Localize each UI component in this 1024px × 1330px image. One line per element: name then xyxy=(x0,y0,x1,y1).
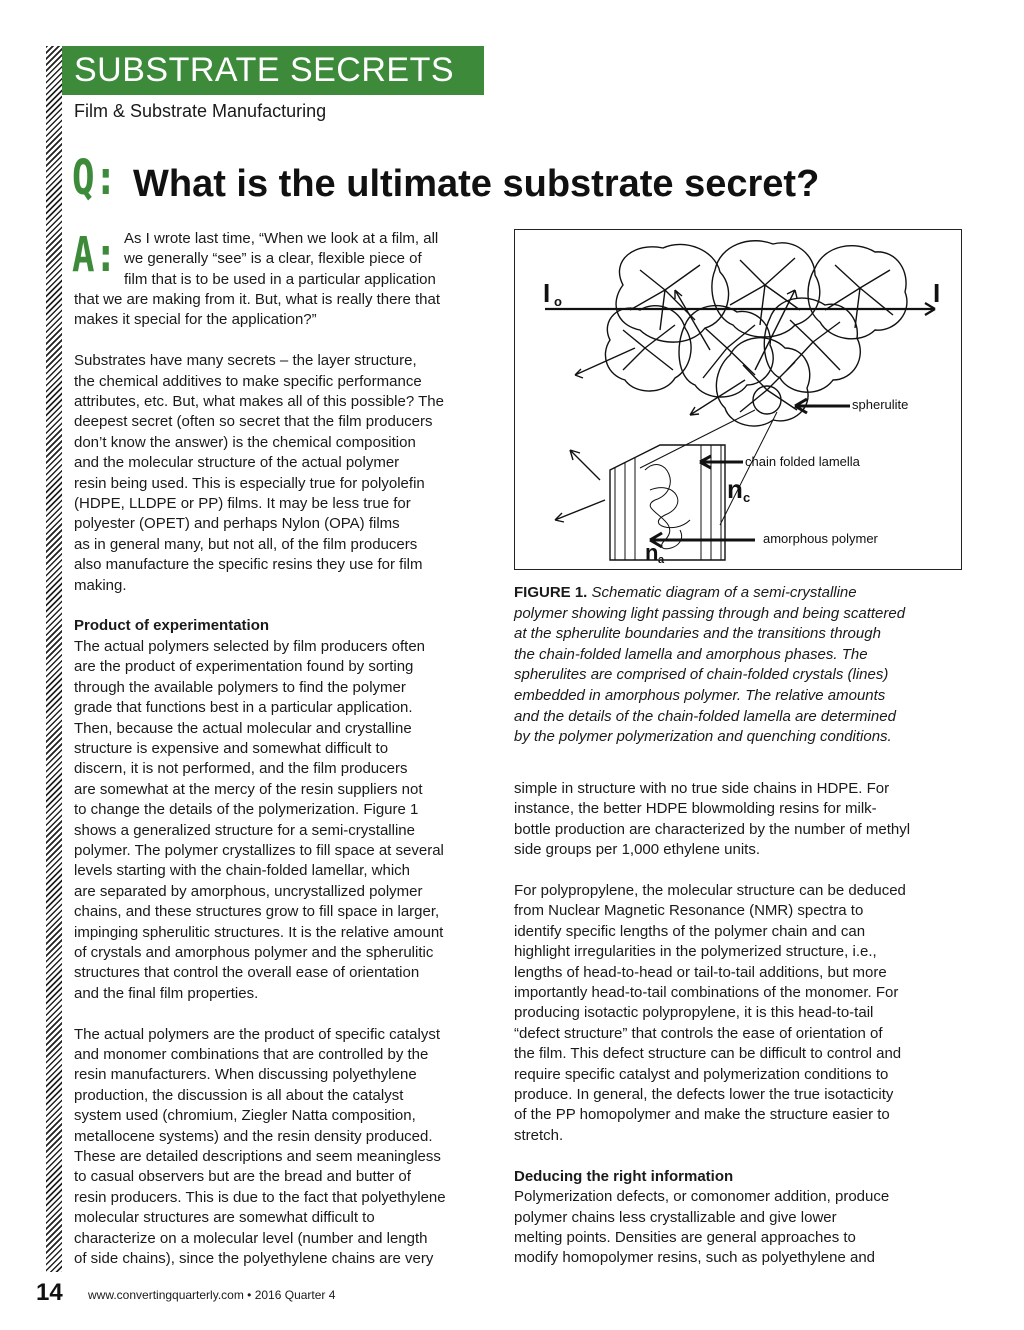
body-line: The actual polymers are the product of specific catalyst xyxy=(74,1025,441,1043)
caption-line: spherulites are comprised of chain-folded crystals (lines) xyxy=(514,666,889,684)
caption-line: polymer showing light passing through and being scattered xyxy=(514,604,906,622)
body-line: bottle production are characterized by the number of methyl xyxy=(514,820,911,838)
answer-intro xyxy=(124,229,494,290)
paragraph-gap xyxy=(514,861,974,881)
body-line: are separated by amorphous, uncrystallized polymer xyxy=(74,882,423,900)
body-line: “defect structure” that controls the ease of orientation of xyxy=(514,1024,883,1042)
body-line: producing isotactic polypropylene, it is this head-to-tail xyxy=(514,1004,874,1022)
body-line: to casual observers but are the bread and butter of xyxy=(74,1168,411,1186)
body-line: discern, it is not performed, and the film producers xyxy=(74,760,408,778)
body-line: as in general many, but not all, of the film producers xyxy=(74,535,418,553)
body-line: require specific catalyst and polymerization conditions to xyxy=(514,1065,889,1083)
body-line: resin being used. This is especially true for polyolefin xyxy=(74,474,425,492)
decorative-hatch-bar xyxy=(46,46,62,1272)
body-line: system used (chromium, Ziegler Natta composition, xyxy=(74,1107,416,1125)
body-line: attributes, etc. But, what makes all of this possible? The xyxy=(74,393,444,411)
body-line: through the available polymers to find the polymer xyxy=(74,678,406,696)
label-incident-intensity: I xyxy=(543,278,551,308)
body-line: polyester (OPET) and perhaps Nylon (OPA) films xyxy=(74,515,400,533)
body-line: highlight irregularities in the polymerized structure, i.e., xyxy=(514,943,877,961)
section-subhead: Film & Substrate Manufacturing xyxy=(74,101,327,121)
body-line: melting points. Densities are general approaches to xyxy=(514,1228,856,1246)
body-line: are somewhat at the mercy of the resin suppliers not xyxy=(74,780,423,798)
caption-line: the chain-folded lamella and amorphous phases. The xyxy=(514,645,868,663)
body-line: grade that functions best in a particular application. xyxy=(74,699,413,717)
body-line: polymer chains less crystallizable and give lower xyxy=(514,1208,837,1226)
page-number: 14 xyxy=(36,1279,63,1306)
body-line: of the PP homopolymer and make the structure easier to xyxy=(514,1106,890,1124)
label-nc: n xyxy=(727,474,743,504)
body-line: simple in structure with no true side chains in HDPE. For xyxy=(514,780,890,797)
figure-1-diagram xyxy=(514,229,962,570)
section-banner: SUBSTRATE SECRETS xyxy=(62,46,484,95)
footer-text: www.convertingquarterly.com • 2016 Quarter 4 xyxy=(88,1288,336,1302)
body-line: Polymerization defects, or comonomer addition, produce xyxy=(514,1188,890,1206)
subheading: Deducing the right information xyxy=(514,1167,734,1185)
question-headline: What is the ultimate substrate secret? xyxy=(133,163,820,205)
body-line: shows a generalized structure for a semi-crystalline xyxy=(74,821,415,839)
body-line: Substrates have many secrets – the layer structure, xyxy=(74,352,417,370)
body-line: to change the details of the polymerization. Figure 1 xyxy=(74,801,419,819)
body-line: the chemical additives to make specific performance xyxy=(74,372,422,390)
intro-line: film that is to be used in a particular application xyxy=(124,270,436,288)
caption-line: and the details of the chain-folded lamella are determined xyxy=(514,707,896,725)
question-marker: Q: xyxy=(72,150,118,206)
body-line: molecular structures are somewhat difficult to xyxy=(74,1209,375,1227)
label-amorphous-polymer: amorphous polymer xyxy=(763,531,878,546)
body-line: resin producers. This is due to the fact that polyethylene xyxy=(74,1188,446,1206)
body-line: side groups per 1,000 ethylene units. xyxy=(514,841,760,859)
body-line: the film. This defect structure can be difficult to control and xyxy=(514,1045,902,1063)
intro-line: we generally “see” is a clear, flexible piece of xyxy=(124,250,422,268)
body-line: levels starting with the chain-folded lamellar, which xyxy=(74,862,410,880)
spherulite-outline xyxy=(605,306,691,391)
answer-marker: A: xyxy=(72,227,118,283)
body-line: importantly head-to-tail combinations of the monomer. For xyxy=(514,984,899,1002)
body-line: that we are making from it. But, what is really there that xyxy=(74,291,440,308)
body-line: from Nuclear Magnetic Resonance (NMR) spectra to xyxy=(514,902,864,920)
body-line: characterize on a molecular level (number and length xyxy=(74,1229,428,1247)
body-line: production, the discussion is all about the catalyst xyxy=(74,1086,404,1104)
subheading: Product of experimentation xyxy=(74,617,270,635)
label-chain-folded-lamella: chain folded lamella xyxy=(745,454,860,469)
figure-1-caption xyxy=(514,583,964,748)
body-line: These are detailed descriptions and seem meaningless xyxy=(74,1148,441,1166)
body-line: also manufacture the specific resins they use for film xyxy=(74,556,423,574)
label-na-subscript: a xyxy=(658,554,665,566)
caption-line: embedded in amorphous polymer. The relative amounts xyxy=(514,686,886,704)
body-line: lengths of head-to-head or tail-to-tail additions, but more xyxy=(514,963,887,981)
paragraph-gap xyxy=(74,331,499,351)
paragraph-gap xyxy=(514,1146,974,1166)
body-line: don’t know the answer) is the chemical composition xyxy=(74,433,416,451)
body-line: metallocene systems) and the resin density produced. xyxy=(74,1127,433,1145)
label-spherulite: spherulite xyxy=(852,397,909,412)
body-line: Then, because the actual molecular and crystalline xyxy=(74,719,412,737)
body-line: making. xyxy=(74,576,127,594)
body-line: For polypropylene, the molecular structure can be deduced xyxy=(514,882,906,900)
body-line: structure is expensive and somewhat difficult to xyxy=(74,739,389,757)
body-line: stretch. xyxy=(514,1126,564,1144)
body-line: of crystals and amorphous polymer and the spherulitic xyxy=(74,943,434,961)
body-line: and the molecular structure of the actual polymer xyxy=(74,454,400,472)
body-line: chains, and these structures grow to fill space in larger, xyxy=(74,903,440,921)
body-line: makes it special for the application?” xyxy=(74,311,317,329)
spherulite-outline xyxy=(679,306,773,397)
intro-line: As I wrote last time, “When we look at a film, all xyxy=(124,230,439,247)
caption-line: by the polymer polymerization and quenching conditions. xyxy=(514,728,892,746)
label-transmitted-intensity: I xyxy=(933,278,941,308)
body-line: and monomer combinations that are controlled by the xyxy=(74,1045,429,1063)
body-line: modify homopolymer resins, such as polyethylene and xyxy=(514,1249,876,1267)
right-column xyxy=(514,779,974,1269)
body-line: The actual polymers selected by film producers often xyxy=(74,637,425,655)
body-line: identify specific lengths of the polymer chain and can xyxy=(514,922,866,940)
body-line: of side chains), since the polyethylene chains are very xyxy=(74,1250,434,1268)
body-line: (HDPE, LLDPE or PP) films. It may be less true for xyxy=(74,495,411,513)
body-line: deepest secret (often so secret that the film producers xyxy=(74,413,433,431)
body-line: instance, the better HDPE blowmolding resins for milk- xyxy=(514,800,877,818)
caption-line: Schematic diagram of a semi-crystalline xyxy=(587,584,857,601)
body-line: polymer. The polymer crystallizes to fill space at several xyxy=(74,841,444,859)
spherulite-outline xyxy=(808,246,907,339)
figure-1-svg xyxy=(515,230,960,568)
body-line: and the final film properties. xyxy=(74,984,259,1002)
label-na: n xyxy=(645,540,659,565)
body-line: are the product of experimentation found by sorting xyxy=(74,658,414,676)
label-incident-subscript: o xyxy=(554,294,562,309)
caption-label: FIGURE 1. xyxy=(514,584,588,601)
body-line: impinging spherulitic structures. It is the relative amount xyxy=(74,923,444,941)
left-column xyxy=(74,290,499,1269)
body-line: resin manufacturers. When discussing polyethylene xyxy=(74,1066,417,1084)
body-line: produce. In general, the defects lower the true isotacticity xyxy=(514,1086,894,1104)
label-nc-subscript: c xyxy=(743,490,751,505)
caption-line: at the spherulite boundaries and the transitions through xyxy=(514,625,881,643)
body-line: structures that control the overall ease of orientation xyxy=(74,964,420,982)
paragraph-gap xyxy=(74,1004,499,1024)
paragraph-gap xyxy=(74,596,499,616)
